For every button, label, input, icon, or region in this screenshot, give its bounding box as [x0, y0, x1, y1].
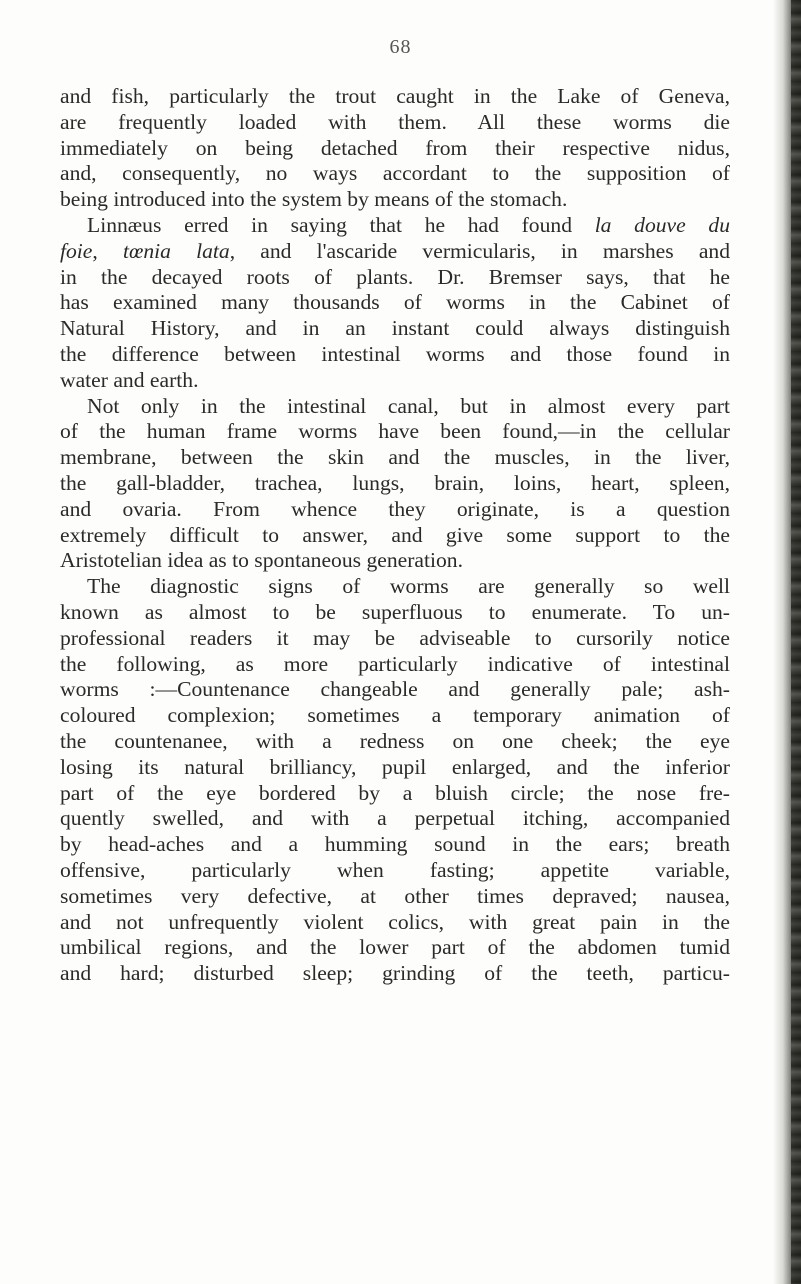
text-line: sometimes very defective, at other times depraved; nausea, [60, 883, 730, 908]
text-line [60, 239, 730, 265]
text-line: Aristotelian idea as to spontaneous generation. [60, 548, 463, 573]
text-line: Natural History, and in an instant could always distinguish [60, 316, 730, 341]
text-line: The diagnostic signs of worms are generally so well [87, 574, 730, 599]
text-line: extremely difficult to answer, and give some support to the [60, 522, 730, 547]
text-line: has examined many thousands of worms in the Cabinet of [60, 290, 730, 315]
italic-run: foie [60, 238, 93, 263]
text-line: the following, as more particularly indicative of intestinal [60, 651, 730, 676]
italic-run: la douve du [594, 212, 730, 237]
text-line: losing its natural brilliancy, pupil enlarged, and the inferior [60, 754, 730, 779]
page-edge-shadow [773, 0, 801, 1284]
text-line: are frequently loaded with them. All these worms die [60, 109, 730, 134]
text-line: offensive, particularly when fasting; appetite variable, [60, 857, 730, 882]
text-line: water and earth. [60, 367, 199, 392]
text-line: immediately on being detached from their respective nidus, [60, 135, 730, 160]
page-number: 68 [389, 36, 412, 58]
text-line: by head-aches and a humming sound in the ears; breath [60, 832, 730, 857]
text-line [60, 213, 730, 239]
text-run: , and l'ascaride vermicularis, in marshes and [229, 238, 730, 263]
text-line: the gall-bladder, trachea, lungs, brain, loins, heart, spleen, [60, 470, 730, 495]
italic-run: tœnia lata [122, 238, 230, 263]
text-line: Not only in the intestinal canal, but in almost every part [87, 393, 730, 418]
text-run: , [92, 238, 123, 263]
text-line: professional readers it may be adviseable to cursorily notice [60, 625, 730, 650]
text-line: the difference between intestinal worms and those found in [60, 341, 730, 366]
text-line: the countenanee, with a redness on one cheek; the eye [60, 728, 730, 753]
text-line: and, consequently, no ways accordant to the supposition of [60, 161, 730, 186]
text-line: worms :—Countenance changeable and generally pale; ash- [60, 677, 730, 702]
text-line: being introduced into the system by means of the stomach. [60, 187, 568, 212]
text-line: part of the eye bordered by a bluish circle; the nose fre- [60, 780, 730, 805]
text-line: quently swelled, and with a perpetual itching, accompanied [60, 806, 730, 831]
text-line: and not unfrequently violent colics, with great pain in the [60, 909, 730, 934]
text-line: coloured complexion; sometimes a temporary animation of [60, 703, 730, 728]
text-line: known as almost to be superfluous to enumerate. To un- [60, 599, 730, 624]
text-run: Linnæus erred in saying that he had found [87, 212, 595, 237]
text-line: in the decayed roots of plants. Dr. Bremser says, that he [60, 264, 730, 289]
text-line: and hard; disturbed sleep; grinding of the teeth, particu- [60, 961, 730, 986]
text-line: umbilical regions, and the lower part of the abdomen tumid [60, 935, 730, 960]
body-text [60, 84, 730, 987]
text-line: and fish, particularly the trout caught in the Lake of Geneva, [60, 84, 730, 108]
text-line: of the human frame worms have been found,—in the cellular [60, 419, 730, 444]
text-line: and ovaria. From whence they originate, is a question [60, 496, 730, 521]
text-line: membrane, between the skin and the muscles, in the liver, [60, 445, 730, 470]
